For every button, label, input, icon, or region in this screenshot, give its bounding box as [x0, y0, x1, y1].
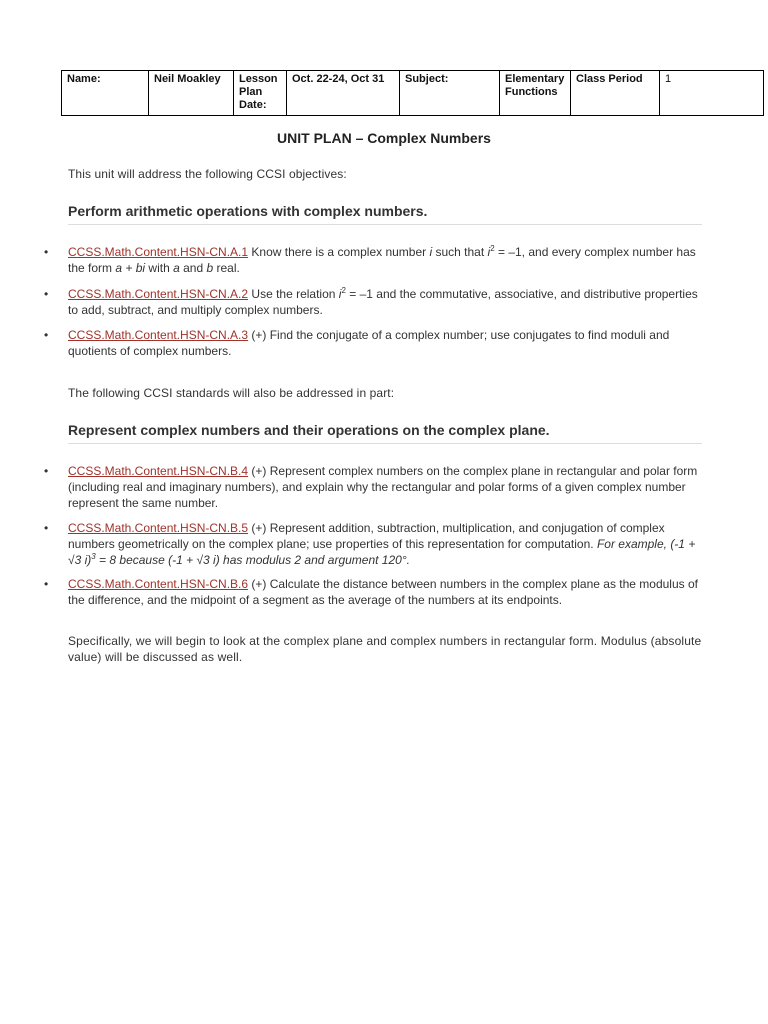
list-item	[44, 463, 704, 511]
standard-text: CCSS.Math.Content.HSN-CN.A.2 Use the relation $i^2 = -1$ and the commutative, associative, and distributive properties to add, subtract, and multiply complex numbers.	[68, 286, 698, 317]
section-heading-arithmetic: Perform arithmetic operations with complex numbers.	[68, 203, 702, 225]
bullet-icon: •	[44, 328, 49, 342]
name-value: Neil Moakley	[149, 71, 234, 116]
class-period-value: 1	[660, 71, 764, 116]
intro-objectives: This unit will address the following CCSI objectives:	[68, 167, 347, 181]
standard-link[interactable]: CCSS.Math.Content.HSN-CN.A.2	[68, 287, 249, 301]
standard-link[interactable]: CCSS.Math.Content.HSN-CN.B.6	[68, 577, 249, 591]
bullet-icon: •	[44, 245, 49, 259]
standard-text: CCSS.Math.Content.HSN-CN.A.1 Know there is a complex number i such that $i^2 = -1$, and every complex number has the form a + bi with a and b real.	[68, 244, 696, 275]
standard-text: CCSS.Math.Content.HSN-CN.A.3 (+) Find the conjugate of a complex number; use conjugates to find moduli and quotients of complex numbers.	[68, 328, 670, 358]
standard-link[interactable]: CCSS.Math.Content.HSN-CN.A.1	[68, 245, 249, 259]
class-period-label: Class Period	[571, 71, 660, 116]
standard-link[interactable]: CCSS.Math.Content.HSN-CN.B.4	[68, 464, 249, 478]
header-row	[62, 71, 764, 116]
standard-link[interactable]: CCSS.Math.Content.HSN-CN.A.3	[68, 328, 249, 342]
standard-text: CCSS.Math.Content.HSN-CN.B.6 (+) Calculate the distance between numbers in the complex plane as the modulus of the difference, and the midpoint of a segment as the average of the numbers at its endpoints.	[68, 577, 698, 607]
closing-paragraph: Specifically, we will begin to look at the complex plane and complex numbers in rectangular form. Modulus (absolute value) will be discussed as well.	[68, 634, 702, 664]
list-item	[44, 286, 704, 318]
subject-value: Elementary Functions	[500, 71, 571, 116]
list-item	[44, 520, 704, 568]
standard-link[interactable]: CCSS.Math.Content.HSN-CN.B.5	[68, 521, 249, 535]
lesson-date-label: Lesson Plan Date:	[234, 71, 287, 116]
list-item	[44, 327, 704, 359]
standard-text: CCSS.Math.Content.HSN-CN.B.4 (+) Represent complex numbers on the complex plane in rectangular and polar form (including real and imaginary numbers), and explain why the rectangular and polar forms of a given complex number represent the same number.	[68, 464, 698, 510]
lesson-date-value: Oct. 22-24, Oct 31	[287, 71, 400, 116]
list-item	[44, 244, 704, 276]
bullet-icon: •	[44, 521, 49, 535]
header-info-table	[61, 70, 764, 116]
bullet-icon: •	[44, 577, 49, 591]
standard-text: CCSS.Math.Content.HSN-CN.B.5 (+) Represent addition, subtraction, multiplication, and conjugation of complex numbers geometrically on the complex plane; use properties of this representation for computation. For example, (-1 + √3 i)$^3$ = 8 because (-1 + √3 i) has modulus 2 and argument 120°.	[68, 521, 696, 567]
section-heading-complex-plane: Represent complex numbers and their operations on the complex plane.	[68, 422, 702, 444]
subject-label: Subject:	[400, 71, 500, 116]
bullet-icon: •	[44, 464, 49, 478]
name-label: Name:	[62, 71, 149, 116]
bullet-icon: •	[44, 287, 49, 301]
list-item	[44, 576, 704, 608]
intro-standards: The following CCSI standards will also be addressed in part:	[68, 386, 395, 400]
page-title: UNIT PLAN – Complex Numbers	[277, 130, 491, 146]
